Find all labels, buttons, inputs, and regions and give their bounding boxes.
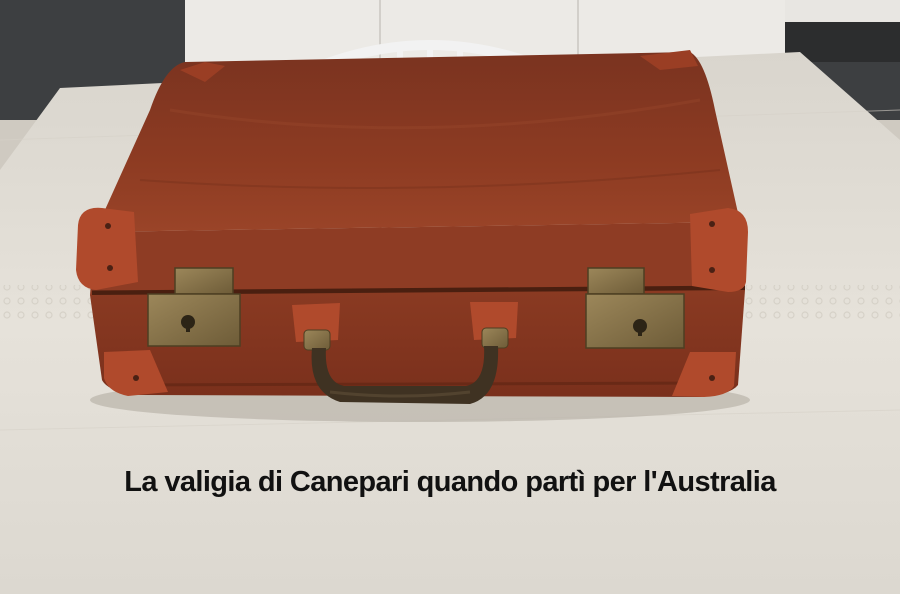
corner-top-left xyxy=(76,208,138,290)
suitcase-lid xyxy=(95,52,740,232)
photo-caption: La valigia di Canepari quando partì per l'Australia xyxy=(124,466,776,498)
corner-top-right xyxy=(690,208,748,292)
